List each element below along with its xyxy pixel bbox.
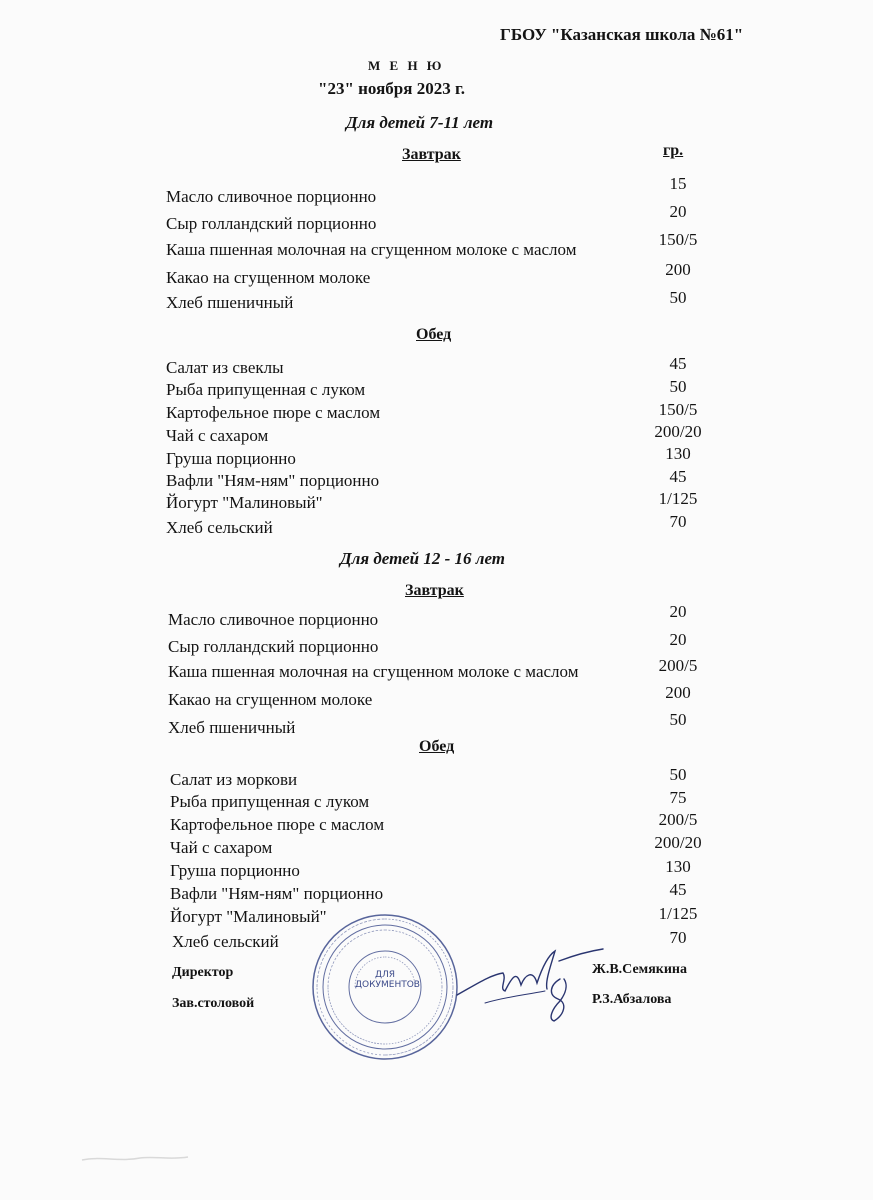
list-item: Чай с сахаром xyxy=(170,838,273,857)
list-item: Рыба припущенная с луком xyxy=(170,792,370,811)
organization-name: ГБОУ "Казанская школа №61" xyxy=(500,25,744,44)
list-item: Масло сливочное порционно xyxy=(168,610,379,629)
list-item: Вафли "Ням-ням" порционно xyxy=(170,884,384,903)
item-quantity: 130 xyxy=(665,444,691,463)
director-name: Ж.В.Семякина xyxy=(592,962,687,977)
list-item: Хлеб пшеничный xyxy=(168,718,296,737)
list-item: Салат из моркови xyxy=(170,770,298,789)
item-quantity: 45 xyxy=(669,354,687,373)
item-quantity: 70 xyxy=(669,512,687,531)
item-quantity: 200/20 xyxy=(654,422,702,441)
age-group-7-11-title: Для детей 7-11 лет xyxy=(346,113,494,132)
list-item: Хлеб сельский xyxy=(166,518,273,537)
item-quantity: 50 xyxy=(669,710,687,729)
list-item: Груша порционно xyxy=(170,861,300,880)
item-quantity: 150/5 xyxy=(658,400,698,419)
canteen-manager-signature xyxy=(538,975,578,1025)
list-item: Каша пшенная молочная на сгущенном молоке с маслом xyxy=(168,662,579,681)
item-quantity: 45 xyxy=(669,880,687,899)
item-quantity: 200/5 xyxy=(658,810,698,829)
item-quantity: 20 xyxy=(669,202,687,221)
lunch-7-11-title: Обед xyxy=(416,326,452,343)
menu-date: "23" ноября 2023 г. xyxy=(318,79,465,98)
menu-title: М Е Н Ю xyxy=(368,58,445,73)
item-quantity: 150/5 xyxy=(658,230,698,249)
item-quantity: 1/125 xyxy=(658,904,698,923)
item-quantity: 70 xyxy=(669,928,687,947)
breakfast-12-16-title: Завтрак xyxy=(405,582,464,599)
item-quantity: 75 xyxy=(669,788,687,807)
item-quantity: 20 xyxy=(669,630,687,649)
list-item: Хлеб пшеничный xyxy=(166,293,294,312)
list-item: Сыр голландский порционно xyxy=(168,637,379,656)
list-item: Какао на сгущенном молоке xyxy=(166,268,371,287)
item-quantity: 1/125 xyxy=(658,489,698,508)
list-item: Сыр голландский порционно xyxy=(166,214,377,233)
director-signature xyxy=(455,945,605,1020)
list-item: Картофельное пюре с маслом xyxy=(166,403,381,422)
stamp-center-text: ДЛЯ ДОКУМЕНТОВ xyxy=(355,970,420,990)
list-item: Рыба припущенная с луком xyxy=(166,380,366,399)
units-header: гр. xyxy=(663,142,684,159)
list-item: Чай с сахаром xyxy=(166,426,269,445)
scan-smudge xyxy=(80,1148,190,1168)
director-role: Директор xyxy=(172,965,234,980)
list-item: Йогурт "Малиновый" xyxy=(170,907,327,926)
item-quantity: 50 xyxy=(669,288,687,307)
item-quantity: 45 xyxy=(669,467,687,486)
item-quantity: 200/5 xyxy=(658,656,698,675)
list-item: Какао на сгущенном молоке xyxy=(168,690,373,709)
list-item: Каша пшенная молочная на сгущенном молоке с маслом xyxy=(166,240,577,259)
canteen-manager-name: Р.З.Абзалова xyxy=(592,992,672,1007)
item-quantity: 130 xyxy=(665,857,691,876)
list-item: Йогурт "Малиновый" xyxy=(166,493,323,512)
item-quantity: 50 xyxy=(669,377,687,396)
item-quantity: 200/20 xyxy=(654,833,702,852)
item-quantity: 20 xyxy=(669,602,687,621)
list-item: Вафли "Ням-ням" порционно xyxy=(166,471,380,490)
item-quantity: 200 xyxy=(665,683,691,702)
age-group-12-16-title: Для детей 12 - 16 лет xyxy=(340,549,506,568)
list-item: Груша порционно xyxy=(166,449,296,468)
item-quantity: 50 xyxy=(669,765,687,784)
list-item: Салат из свеклы xyxy=(166,358,284,377)
item-quantity: 200 xyxy=(665,260,691,279)
item-quantity: 15 xyxy=(669,174,687,193)
list-item: Картофельное пюре с маслом xyxy=(170,815,385,834)
breakfast-7-11-title: Завтрак xyxy=(402,146,461,163)
list-item: Масло сливочное порционно xyxy=(166,187,377,206)
lunch-12-16-title: Обед xyxy=(419,738,455,755)
canteen-manager-role: Зав.столовой xyxy=(172,996,255,1011)
list-item: Хлеб сельский xyxy=(172,932,279,951)
